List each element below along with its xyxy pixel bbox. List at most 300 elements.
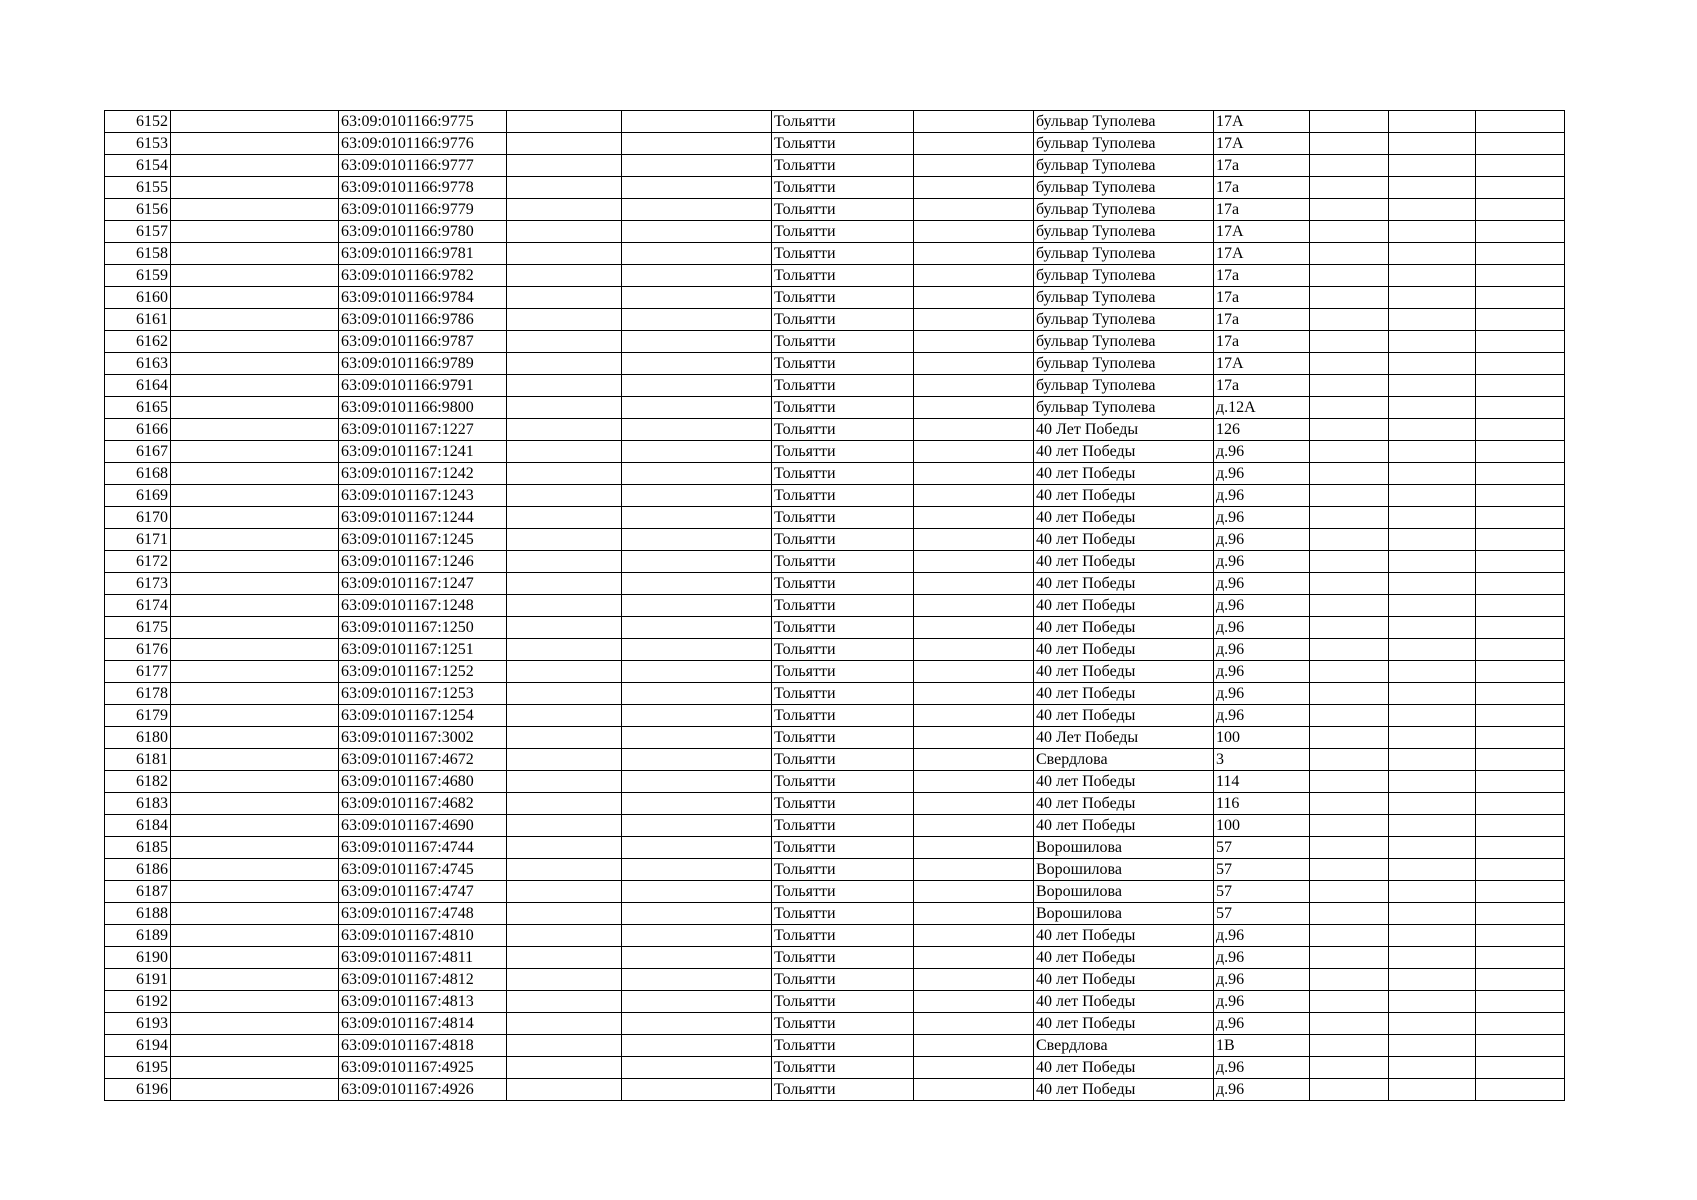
empty-cell bbox=[914, 661, 1034, 683]
empty-cell bbox=[1389, 749, 1476, 771]
table-row bbox=[105, 793, 1565, 815]
house-cell: д.96 bbox=[1214, 705, 1310, 727]
empty-cell bbox=[171, 1035, 339, 1057]
city-cell: Тольятти bbox=[772, 925, 914, 947]
empty-cell bbox=[1476, 815, 1565, 837]
empty-cell bbox=[171, 243, 339, 265]
empty-cell bbox=[1389, 1013, 1476, 1035]
house-cell: 57 bbox=[1214, 859, 1310, 881]
row-number-cell: 6184 bbox=[105, 815, 171, 837]
empty-cell bbox=[914, 595, 1034, 617]
house-cell: д.96 bbox=[1214, 639, 1310, 661]
empty-cell bbox=[171, 859, 339, 881]
house-cell: 57 bbox=[1214, 881, 1310, 903]
table-row bbox=[105, 133, 1565, 155]
empty-cell bbox=[1389, 507, 1476, 529]
table-row bbox=[105, 1035, 1565, 1057]
empty-cell bbox=[914, 441, 1034, 463]
row-number-cell: 6182 bbox=[105, 771, 171, 793]
city-cell: Тольятти bbox=[772, 155, 914, 177]
street-cell: 40 лет Победы bbox=[1034, 1079, 1214, 1101]
row-number-cell: 6177 bbox=[105, 661, 171, 683]
empty-cell bbox=[1389, 353, 1476, 375]
empty-cell bbox=[1310, 551, 1389, 573]
table-row bbox=[105, 441, 1565, 463]
cadastral-number-cell: 63:09:0101167:4690 bbox=[339, 815, 507, 837]
cadastral-number-cell: 63:09:0101167:4682 bbox=[339, 793, 507, 815]
table-row bbox=[105, 177, 1565, 199]
row-number-cell: 6191 bbox=[105, 969, 171, 991]
empty-cell bbox=[171, 683, 339, 705]
city-cell: Тольятти bbox=[772, 265, 914, 287]
city-cell: Тольятти bbox=[772, 793, 914, 815]
empty-cell bbox=[507, 177, 622, 199]
empty-cell bbox=[1389, 727, 1476, 749]
empty-cell bbox=[507, 991, 622, 1013]
empty-cell bbox=[1389, 793, 1476, 815]
empty-cell bbox=[171, 573, 339, 595]
street-cell: 40 лет Победы bbox=[1034, 485, 1214, 507]
cadastral-number-cell: 63:09:0101167:1242 bbox=[339, 463, 507, 485]
city-cell: Тольятти bbox=[772, 815, 914, 837]
empty-cell bbox=[914, 639, 1034, 661]
cadastral-number-cell: 63:09:0101166:9781 bbox=[339, 243, 507, 265]
street-cell: 40 лет Победы bbox=[1034, 463, 1214, 485]
empty-cell bbox=[1476, 1057, 1565, 1079]
empty-cell bbox=[1389, 155, 1476, 177]
empty-cell bbox=[914, 221, 1034, 243]
empty-cell bbox=[622, 265, 772, 287]
cadastral-number-cell: 63:09:0101166:9786 bbox=[339, 309, 507, 331]
empty-cell bbox=[171, 463, 339, 485]
empty-cell bbox=[171, 199, 339, 221]
empty-cell bbox=[622, 463, 772, 485]
row-number-cell: 6155 bbox=[105, 177, 171, 199]
empty-cell bbox=[914, 397, 1034, 419]
empty-cell bbox=[171, 639, 339, 661]
cadastral-number-cell: 63:09:0101166:9779 bbox=[339, 199, 507, 221]
empty-cell bbox=[1310, 1035, 1389, 1057]
empty-cell bbox=[507, 771, 622, 793]
house-cell: д.96 bbox=[1214, 529, 1310, 551]
empty-cell bbox=[622, 177, 772, 199]
cadastral-number-cell: 63:09:0101167:4926 bbox=[339, 1079, 507, 1101]
street-cell: 40 лет Победы bbox=[1034, 1013, 1214, 1035]
empty-cell bbox=[1389, 287, 1476, 309]
cadastral-number-cell: 63:09:0101167:4925 bbox=[339, 1057, 507, 1079]
empty-cell bbox=[171, 925, 339, 947]
empty-cell bbox=[914, 243, 1034, 265]
empty-cell bbox=[1310, 529, 1389, 551]
empty-cell bbox=[914, 1057, 1034, 1079]
city-cell: Тольятти bbox=[772, 419, 914, 441]
empty-cell bbox=[1389, 969, 1476, 991]
empty-cell bbox=[914, 111, 1034, 133]
empty-cell bbox=[622, 419, 772, 441]
house-cell: 17А bbox=[1214, 221, 1310, 243]
empty-cell bbox=[507, 133, 622, 155]
cadastral-number-cell: 63:09:0101167:1244 bbox=[339, 507, 507, 529]
empty-cell bbox=[1389, 771, 1476, 793]
empty-cell bbox=[1310, 815, 1389, 837]
row-number-cell: 6153 bbox=[105, 133, 171, 155]
empty-cell bbox=[914, 837, 1034, 859]
empty-cell bbox=[1389, 1057, 1476, 1079]
house-cell: д.96 bbox=[1214, 683, 1310, 705]
empty-cell bbox=[507, 265, 622, 287]
empty-cell bbox=[622, 903, 772, 925]
empty-cell bbox=[507, 705, 622, 727]
empty-cell bbox=[914, 507, 1034, 529]
city-cell: Тольятти bbox=[772, 133, 914, 155]
empty-cell bbox=[171, 331, 339, 353]
empty-cell bbox=[622, 1035, 772, 1057]
empty-cell bbox=[171, 419, 339, 441]
city-cell: Тольятти bbox=[772, 1013, 914, 1035]
empty-cell bbox=[914, 551, 1034, 573]
house-cell: 17А bbox=[1214, 243, 1310, 265]
table-row bbox=[105, 485, 1565, 507]
table-row bbox=[105, 243, 1565, 265]
empty-cell bbox=[171, 705, 339, 727]
street-cell: 40 лет Победы bbox=[1034, 441, 1214, 463]
row-number-cell: 6190 bbox=[105, 947, 171, 969]
empty-cell bbox=[1476, 309, 1565, 331]
table-row bbox=[105, 155, 1565, 177]
empty-cell bbox=[1310, 771, 1389, 793]
empty-cell bbox=[1389, 221, 1476, 243]
empty-cell bbox=[914, 1035, 1034, 1057]
empty-cell bbox=[622, 705, 772, 727]
cadastral-number-cell: 63:09:0101166:9787 bbox=[339, 331, 507, 353]
city-cell: Тольятти bbox=[772, 441, 914, 463]
cadastral-number-cell: 63:09:0101167:4812 bbox=[339, 969, 507, 991]
empty-cell bbox=[622, 881, 772, 903]
empty-cell bbox=[914, 1079, 1034, 1101]
city-cell: Тольятти bbox=[772, 617, 914, 639]
street-cell: бульвар Туполева bbox=[1034, 177, 1214, 199]
empty-cell bbox=[1476, 661, 1565, 683]
row-number-cell: 6166 bbox=[105, 419, 171, 441]
house-cell: 17А bbox=[1214, 111, 1310, 133]
empty-cell bbox=[1389, 815, 1476, 837]
empty-cell bbox=[1310, 243, 1389, 265]
empty-cell bbox=[507, 287, 622, 309]
empty-cell bbox=[1310, 507, 1389, 529]
cadastral-number-cell: 63:09:0101166:9782 bbox=[339, 265, 507, 287]
row-number-cell: 6187 bbox=[105, 881, 171, 903]
house-cell: д.96 bbox=[1214, 463, 1310, 485]
empty-cell bbox=[1476, 353, 1565, 375]
empty-cell bbox=[507, 529, 622, 551]
empty-cell bbox=[914, 375, 1034, 397]
empty-cell bbox=[171, 903, 339, 925]
empty-cell bbox=[1310, 881, 1389, 903]
empty-cell bbox=[1389, 991, 1476, 1013]
empty-cell bbox=[1476, 837, 1565, 859]
row-number-cell: 6193 bbox=[105, 1013, 171, 1035]
street-cell: 40 лет Победы bbox=[1034, 815, 1214, 837]
city-cell: Тольятти bbox=[772, 705, 914, 727]
house-cell: д.96 bbox=[1214, 1057, 1310, 1079]
empty-cell bbox=[507, 1013, 622, 1035]
house-cell: д.96 bbox=[1214, 1079, 1310, 1101]
table-row bbox=[105, 199, 1565, 221]
city-cell: Тольятти bbox=[772, 991, 914, 1013]
empty-cell bbox=[1476, 529, 1565, 551]
city-cell: Тольятти bbox=[772, 903, 914, 925]
cadastral-number-cell: 63:09:0101167:4813 bbox=[339, 991, 507, 1013]
empty-cell bbox=[914, 419, 1034, 441]
city-cell: Тольятти bbox=[772, 309, 914, 331]
empty-cell bbox=[1476, 221, 1565, 243]
street-cell: 40 лет Победы bbox=[1034, 617, 1214, 639]
table-row bbox=[105, 617, 1565, 639]
empty-cell bbox=[1389, 837, 1476, 859]
cadastral-number-cell: 63:09:0101167:1243 bbox=[339, 485, 507, 507]
empty-cell bbox=[622, 221, 772, 243]
house-cell: 100 bbox=[1214, 815, 1310, 837]
street-cell: бульвар Туполева bbox=[1034, 155, 1214, 177]
cadastral-number-cell: 63:09:0101167:1254 bbox=[339, 705, 507, 727]
empty-cell bbox=[1476, 793, 1565, 815]
empty-cell bbox=[1476, 243, 1565, 265]
street-cell: 40 лет Победы bbox=[1034, 595, 1214, 617]
cadastral-number-cell: 63:09:0101167:1250 bbox=[339, 617, 507, 639]
cadastral-number-cell: 63:09:0101167:4748 bbox=[339, 903, 507, 925]
cadastral-number-cell: 63:09:0101167:4811 bbox=[339, 947, 507, 969]
cadastral-number-cell: 63:09:0101167:4810 bbox=[339, 925, 507, 947]
empty-cell bbox=[171, 529, 339, 551]
empty-cell bbox=[622, 859, 772, 881]
empty-cell bbox=[507, 881, 622, 903]
cadastral-number-cell: 63:09:0101166:9775 bbox=[339, 111, 507, 133]
street-cell: бульвар Туполева bbox=[1034, 287, 1214, 309]
table-row bbox=[105, 265, 1565, 287]
empty-cell bbox=[622, 287, 772, 309]
empty-cell bbox=[171, 397, 339, 419]
city-cell: Тольятти bbox=[772, 331, 914, 353]
table-row bbox=[105, 1057, 1565, 1079]
empty-cell bbox=[507, 375, 622, 397]
city-cell: Тольятти bbox=[772, 199, 914, 221]
empty-cell bbox=[1310, 859, 1389, 881]
empty-cell bbox=[914, 815, 1034, 837]
empty-cell bbox=[622, 1079, 772, 1101]
house-cell: 17а bbox=[1214, 265, 1310, 287]
empty-cell bbox=[1310, 221, 1389, 243]
row-number-cell: 6181 bbox=[105, 749, 171, 771]
row-number-cell: 6156 bbox=[105, 199, 171, 221]
cadastral-number-cell: 63:09:0101167:1253 bbox=[339, 683, 507, 705]
empty-cell bbox=[507, 617, 622, 639]
empty-cell bbox=[1389, 705, 1476, 727]
street-cell: бульвар Туполева bbox=[1034, 199, 1214, 221]
street-cell: Ворошилова bbox=[1034, 859, 1214, 881]
registry-table bbox=[104, 110, 1565, 1101]
empty-cell bbox=[1476, 1079, 1565, 1101]
city-cell: Тольятти bbox=[772, 969, 914, 991]
empty-cell bbox=[171, 265, 339, 287]
row-number-cell: 6168 bbox=[105, 463, 171, 485]
empty-cell bbox=[622, 815, 772, 837]
table-row bbox=[105, 771, 1565, 793]
street-cell: бульвар Туполева bbox=[1034, 243, 1214, 265]
empty-cell bbox=[1476, 903, 1565, 925]
table-row bbox=[105, 947, 1565, 969]
row-number-cell: 6172 bbox=[105, 551, 171, 573]
empty-cell bbox=[171, 111, 339, 133]
house-cell: д.12А bbox=[1214, 397, 1310, 419]
empty-cell bbox=[171, 661, 339, 683]
city-cell: Тольятти bbox=[772, 287, 914, 309]
empty-cell bbox=[914, 881, 1034, 903]
empty-cell bbox=[622, 309, 772, 331]
empty-cell bbox=[171, 287, 339, 309]
empty-cell bbox=[622, 507, 772, 529]
empty-cell bbox=[1476, 1035, 1565, 1057]
row-number-cell: 6180 bbox=[105, 727, 171, 749]
street-cell: бульвар Туполева bbox=[1034, 353, 1214, 375]
empty-cell bbox=[1476, 441, 1565, 463]
city-cell: Тольятти bbox=[772, 507, 914, 529]
city-cell: Тольятти bbox=[772, 727, 914, 749]
city-cell: Тольятти bbox=[772, 639, 914, 661]
table-row bbox=[105, 309, 1565, 331]
table-row bbox=[105, 419, 1565, 441]
cadastral-number-cell: 63:09:0101166:9800 bbox=[339, 397, 507, 419]
table-body bbox=[105, 111, 1565, 1101]
empty-cell bbox=[1476, 265, 1565, 287]
house-cell: д.96 bbox=[1214, 551, 1310, 573]
empty-cell bbox=[914, 859, 1034, 881]
empty-cell bbox=[622, 441, 772, 463]
table-row bbox=[105, 727, 1565, 749]
empty-cell bbox=[507, 947, 622, 969]
row-number-cell: 6170 bbox=[105, 507, 171, 529]
table-row bbox=[105, 1013, 1565, 1035]
cadastral-number-cell: 63:09:0101166:9778 bbox=[339, 177, 507, 199]
empty-cell bbox=[1310, 155, 1389, 177]
empty-cell bbox=[507, 441, 622, 463]
house-cell: 1В bbox=[1214, 1035, 1310, 1057]
empty-cell bbox=[1310, 353, 1389, 375]
empty-cell bbox=[1389, 177, 1476, 199]
table-row bbox=[105, 881, 1565, 903]
house-cell: 17а bbox=[1214, 375, 1310, 397]
row-number-cell: 6196 bbox=[105, 1079, 171, 1101]
city-cell: Тольятти bbox=[772, 837, 914, 859]
cadastral-number-cell: 63:09:0101166:9789 bbox=[339, 353, 507, 375]
empty-cell bbox=[622, 155, 772, 177]
empty-cell bbox=[1310, 969, 1389, 991]
empty-cell bbox=[1476, 573, 1565, 595]
empty-cell bbox=[507, 309, 622, 331]
empty-cell bbox=[1310, 485, 1389, 507]
empty-cell bbox=[171, 155, 339, 177]
street-cell: 40 лет Победы bbox=[1034, 947, 1214, 969]
cadastral-number-cell: 63:09:0101167:3002 bbox=[339, 727, 507, 749]
empty-cell bbox=[914, 573, 1034, 595]
city-cell: Тольятти bbox=[772, 771, 914, 793]
empty-cell bbox=[914, 947, 1034, 969]
empty-cell bbox=[507, 111, 622, 133]
empty-cell bbox=[914, 683, 1034, 705]
empty-cell bbox=[1389, 111, 1476, 133]
empty-cell bbox=[1476, 485, 1565, 507]
empty-cell bbox=[914, 903, 1034, 925]
row-number-cell: 6178 bbox=[105, 683, 171, 705]
house-cell: 17а bbox=[1214, 177, 1310, 199]
empty-cell bbox=[622, 727, 772, 749]
row-number-cell: 6179 bbox=[105, 705, 171, 727]
table-row bbox=[105, 661, 1565, 683]
house-cell: д.96 bbox=[1214, 661, 1310, 683]
empty-cell bbox=[1310, 1057, 1389, 1079]
empty-cell bbox=[1310, 837, 1389, 859]
row-number-cell: 6186 bbox=[105, 859, 171, 881]
street-cell: бульвар Туполева bbox=[1034, 265, 1214, 287]
table-row bbox=[105, 859, 1565, 881]
empty-cell bbox=[914, 617, 1034, 639]
table-row bbox=[105, 353, 1565, 375]
street-cell: 40 лет Победы bbox=[1034, 683, 1214, 705]
empty-cell bbox=[1389, 529, 1476, 551]
row-number-cell: 6161 bbox=[105, 309, 171, 331]
cadastral-number-cell: 63:09:0101167:4745 bbox=[339, 859, 507, 881]
row-number-cell: 6167 bbox=[105, 441, 171, 463]
empty-cell bbox=[1389, 881, 1476, 903]
empty-cell bbox=[622, 331, 772, 353]
city-cell: Тольятти bbox=[772, 1057, 914, 1079]
empty-cell bbox=[507, 815, 622, 837]
city-cell: Тольятти bbox=[772, 683, 914, 705]
city-cell: Тольятти bbox=[772, 243, 914, 265]
empty-cell bbox=[1310, 793, 1389, 815]
cadastral-number-cell: 63:09:0101167:4672 bbox=[339, 749, 507, 771]
empty-cell bbox=[507, 749, 622, 771]
street-cell: бульвар Туполева bbox=[1034, 221, 1214, 243]
empty-cell bbox=[914, 331, 1034, 353]
empty-cell bbox=[1310, 287, 1389, 309]
cadastral-number-cell: 63:09:0101167:1252 bbox=[339, 661, 507, 683]
table-row bbox=[105, 529, 1565, 551]
empty-cell bbox=[622, 617, 772, 639]
empty-cell bbox=[1476, 331, 1565, 353]
empty-cell bbox=[1389, 331, 1476, 353]
empty-cell bbox=[622, 199, 772, 221]
empty-cell bbox=[507, 1035, 622, 1057]
table-row bbox=[105, 903, 1565, 925]
house-cell: 3 bbox=[1214, 749, 1310, 771]
city-cell: Тольятти bbox=[772, 463, 914, 485]
empty-cell bbox=[507, 155, 622, 177]
street-cell: 40 лет Победы bbox=[1034, 507, 1214, 529]
empty-cell bbox=[171, 991, 339, 1013]
cadastral-number-cell: 63:09:0101167:1248 bbox=[339, 595, 507, 617]
city-cell: Тольятти bbox=[772, 221, 914, 243]
empty-cell bbox=[914, 155, 1034, 177]
empty-cell bbox=[1476, 947, 1565, 969]
empty-cell bbox=[1310, 617, 1389, 639]
row-number-cell: 6192 bbox=[105, 991, 171, 1013]
house-cell: 126 bbox=[1214, 419, 1310, 441]
empty-cell bbox=[622, 551, 772, 573]
empty-cell bbox=[1389, 925, 1476, 947]
empty-cell bbox=[1310, 991, 1389, 1013]
empty-cell bbox=[914, 177, 1034, 199]
city-cell: Тольятти bbox=[772, 1079, 914, 1101]
